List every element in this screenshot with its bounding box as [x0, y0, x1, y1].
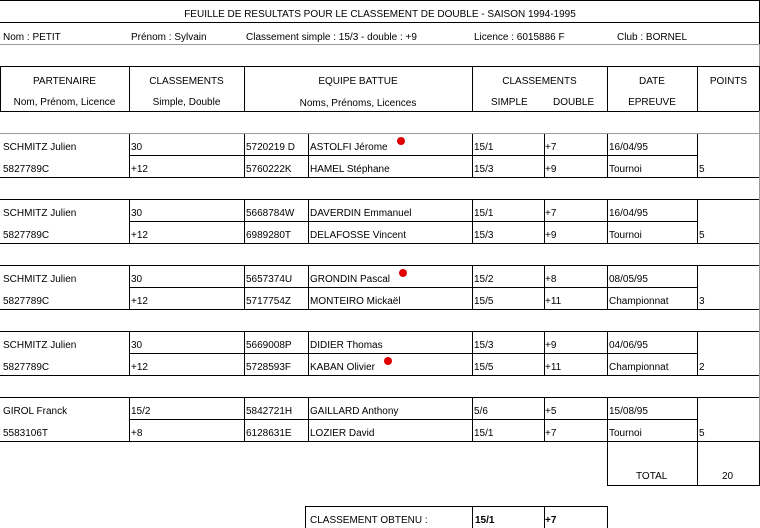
- sheet-title: FEUILLE DE RESULTATS POUR LE CLASSEMENT DE DOUBLE - SAISON 1994-1995: [184, 9, 576, 20]
- grid-line: [0, 133, 760, 134]
- opponent2-licence: 6989280T: [246, 230, 292, 241]
- result-double: +7: [545, 515, 557, 526]
- grid-line: [697, 66, 698, 111]
- opponent1-licence: 5668784W: [246, 208, 295, 219]
- grid-line: [0, 331, 760, 332]
- grid-line: [697, 397, 698, 441]
- partner-simple: 30: [131, 208, 143, 219]
- player-club: Club : BORNEL: [617, 32, 688, 43]
- grid-line: [697, 133, 698, 177]
- match-epreuve: Tournoi: [609, 428, 642, 439]
- grid-line: [0, 66, 760, 67]
- opponent1-double: +8: [545, 274, 557, 285]
- opponent2-name: KABAN Olivier: [310, 362, 376, 373]
- header-points: POINTS: [709, 76, 748, 87]
- opponent2-double: +11: [545, 296, 562, 307]
- match-points: 5: [699, 230, 705, 241]
- partner-name: SCHMITZ Julien: [3, 142, 77, 153]
- header-classements-sub: Simple, Double: [152, 97, 221, 108]
- opponent2-simple: 15/1: [474, 428, 494, 439]
- partner-licence: 5827789C: [3, 362, 50, 373]
- opponent1-simple: 15/1: [474, 208, 494, 219]
- opponent1-double: +7: [545, 142, 557, 153]
- grid-line: [0, 375, 760, 376]
- grid-line: [0, 243, 760, 244]
- opponent2-licence: 5760222K: [246, 164, 292, 175]
- opponent1-name: GRONDIN Pascal: [310, 274, 391, 285]
- grid-line: [129, 287, 697, 288]
- partner-double: +12: [131, 362, 148, 373]
- opponent1-name: GAILLARD Anthony: [310, 406, 399, 417]
- grid-line: [0, 265, 760, 266]
- opponent1-licence: 5657374U: [246, 274, 293, 285]
- partner-name: GIROL Franck: [3, 406, 68, 417]
- grid-line: [607, 506, 608, 528]
- opponent2-simple: 15/3: [474, 164, 494, 175]
- grid-line: [607, 441, 760, 442]
- header-epreuve: EPREUVE: [628, 97, 676, 108]
- header-classements: CLASSEMENTS: [149, 76, 224, 87]
- player-prenom: Prénom : Sylvain: [131, 32, 207, 43]
- grid-line: [607, 485, 760, 486]
- grid-line: [0, 44, 760, 45]
- opponent1-licence: 5720219 D: [246, 142, 295, 153]
- header-partenaire-sub: Nom, Prénom, Licence: [13, 97, 116, 108]
- match-points: 3: [699, 296, 705, 307]
- total-value: 20: [722, 471, 734, 482]
- grid-line: [472, 506, 473, 528]
- header-equipe-sub: Noms, Prénoms, Licences: [299, 98, 417, 109]
- opponent2-double: +7: [545, 428, 557, 439]
- match-date: 16/04/95: [609, 142, 648, 153]
- opponent2-name: MONTEIRO Mickaël: [310, 296, 401, 307]
- partner-simple: 15/2: [131, 406, 151, 417]
- opponent1-double: +7: [545, 208, 557, 219]
- opponent2-licence: 5717754Z: [246, 296, 292, 307]
- player-licence: Licence : 6015886 F: [474, 32, 565, 43]
- match-date: 16/04/95: [609, 208, 648, 219]
- grid-line: [0, 0, 760, 1]
- grid-line: [0, 397, 760, 398]
- opponent1-simple: 15/3: [474, 340, 494, 351]
- partner-double: +8: [131, 428, 143, 439]
- match-points: 5: [699, 428, 705, 439]
- partner-simple: 30: [131, 274, 143, 285]
- partner-licence: 5827789C: [3, 230, 50, 241]
- grid-line: [697, 199, 698, 243]
- opponent2-double: +11: [545, 362, 562, 373]
- grid-line: [697, 441, 698, 485]
- player-nom: Nom : PETIT: [3, 32, 61, 43]
- grid-line: [697, 265, 698, 309]
- grid-line: [0, 22, 760, 23]
- partner-name: SCHMITZ Julien: [3, 208, 77, 219]
- grid-line: [129, 66, 130, 111]
- opponent1-simple: 5/6: [474, 406, 488, 417]
- opponent2-simple: 15/5: [474, 362, 494, 373]
- opponent2-licence: 5728593F: [246, 362, 292, 373]
- partner-double: +12: [131, 230, 148, 241]
- opponent2-simple: 15/5: [474, 296, 494, 307]
- grid-line: [544, 506, 545, 528]
- partner-licence: 5827789C: [3, 296, 50, 307]
- red-dot-icon: [397, 137, 405, 145]
- grid-line: [0, 111, 760, 112]
- match-epreuve: Tournoi: [609, 164, 642, 175]
- partner-simple: 30: [131, 340, 143, 351]
- grid-line: [129, 353, 697, 354]
- opponent2-licence: 6128631E: [246, 428, 292, 439]
- grid-line: [0, 199, 760, 200]
- match-epreuve: Championnat: [609, 296, 669, 307]
- match-date: 15/08/95: [609, 406, 648, 417]
- grid-line: [607, 66, 608, 111]
- match-epreuve: Tournoi: [609, 230, 642, 241]
- match-date: 08/05/95: [609, 274, 648, 285]
- grid-line: [472, 66, 473, 111]
- opponent2-double: +9: [545, 164, 557, 175]
- header-classements-battus: CLASSEMENTS: [502, 76, 577, 87]
- match-epreuve: Championnat: [609, 362, 669, 373]
- opponent1-licence: 5842721H: [246, 406, 293, 417]
- header-double: DOUBLE: [553, 97, 595, 108]
- grid-line: [0, 177, 760, 178]
- grid-line: [607, 441, 608, 485]
- partner-licence: 5583106T: [3, 428, 49, 439]
- red-dot-icon: [399, 269, 407, 277]
- header-simple: SIMPLE: [491, 97, 528, 108]
- match-points: 5: [699, 164, 705, 175]
- grid-line: [305, 506, 306, 528]
- partner-double: +12: [131, 296, 148, 307]
- partner-double: +12: [131, 164, 148, 175]
- grid-line: [129, 419, 697, 420]
- result-simple: 15/1: [475, 515, 495, 526]
- opponent1-name: DIDIER Thomas: [310, 340, 383, 351]
- partner-licence: 5827789C: [3, 164, 50, 175]
- opponent1-licence: 5669008P: [246, 340, 292, 351]
- grid-line: [244, 66, 245, 111]
- grid-line: [697, 331, 698, 375]
- opponent1-name: ASTOLFI Jérome: [310, 142, 388, 153]
- player-classement: Classement simple : 15/3 - double : +9: [246, 32, 417, 43]
- opponent2-simple: 15/3: [474, 230, 494, 241]
- header-partenaire: PARTENAIRE: [33, 76, 96, 87]
- opponent2-name: DELAFOSSE Vincent: [310, 230, 406, 241]
- opponent2-name: LOZIER David: [310, 428, 375, 439]
- opponent1-simple: 15/1: [474, 142, 494, 153]
- opponent2-double: +9: [545, 230, 557, 241]
- red-dot-icon: [384, 357, 392, 365]
- grid-line: [0, 309, 760, 310]
- grid-line: [129, 155, 697, 156]
- grid-line: [305, 506, 608, 507]
- opponent1-double: +9: [545, 340, 557, 351]
- header-equipe: EQUIPE BATTUE: [318, 76, 398, 87]
- header-date: DATE: [639, 76, 665, 87]
- opponent1-double: +5: [545, 406, 557, 417]
- match-points: 2: [699, 362, 705, 373]
- opponent1-name: DAVERDIN Emmanuel: [310, 208, 412, 219]
- opponent1-simple: 15/2: [474, 274, 494, 285]
- total-label: TOTAL: [636, 471, 668, 482]
- partner-name: SCHMITZ Julien: [3, 274, 77, 285]
- opponent2-name: HAMEL Stéphane: [310, 164, 390, 175]
- partner-name: SCHMITZ Julien: [3, 340, 77, 351]
- grid-line: [129, 221, 697, 222]
- result-label: CLASSEMENT OBTENU :: [310, 515, 428, 526]
- grid-line: [0, 66, 1, 111]
- partner-simple: 30: [131, 142, 143, 153]
- match-date: 04/06/95: [609, 340, 648, 351]
